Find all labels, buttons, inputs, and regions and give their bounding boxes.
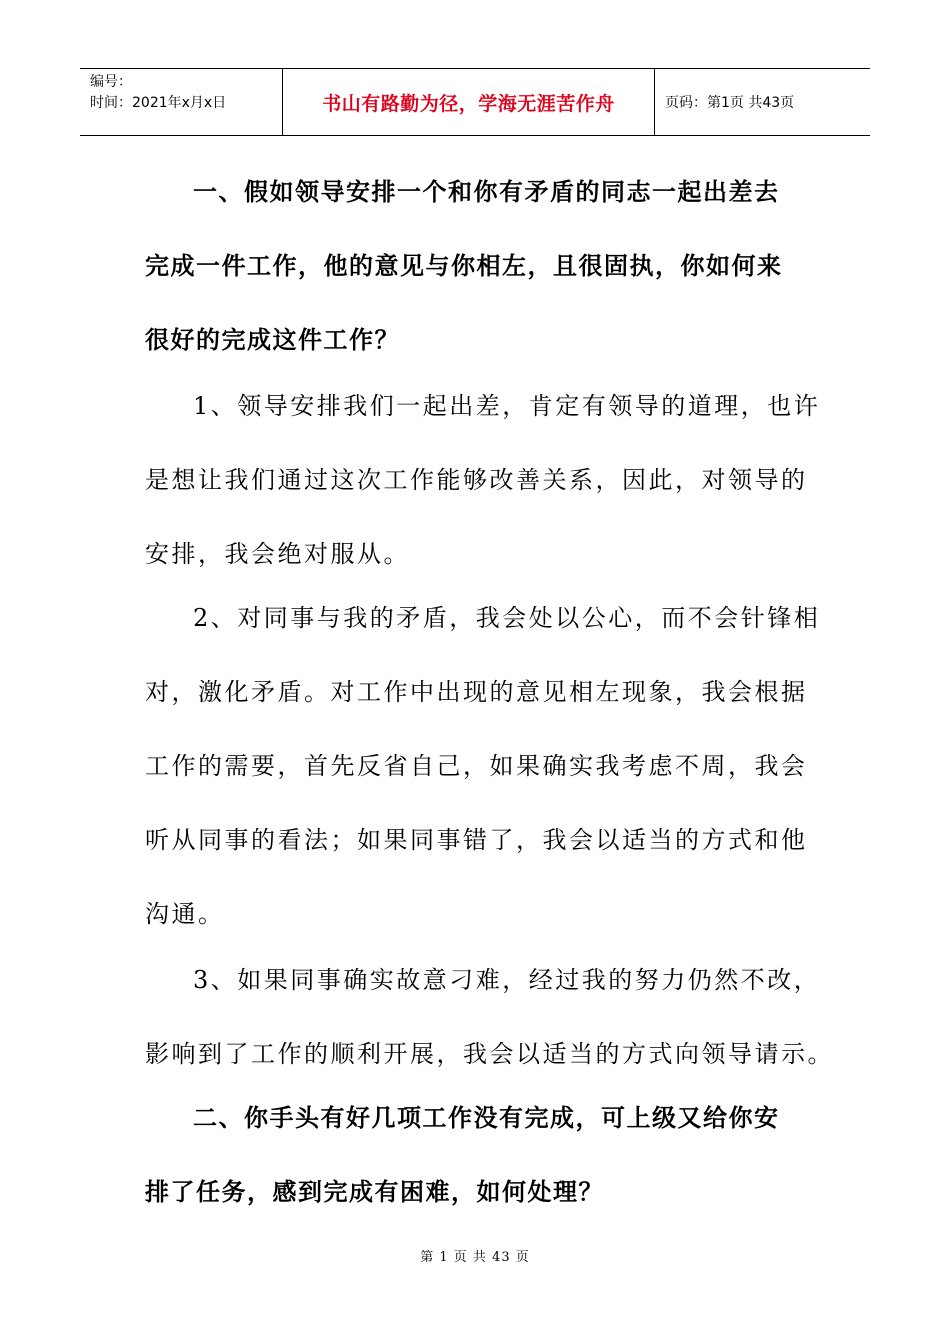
header-meta-cell	[80, 69, 283, 135]
answer-3-line-1: 3、如果同事确实故意刁难，经过我的努力仍然不改，	[193, 966, 821, 994]
header-motto: 书山有路勤为径，学海无涯苦作舟	[322, 92, 615, 115]
answer-2-line-5: 沟通。	[145, 900, 225, 928]
answer-2-line-1: 2、对同事与我的矛盾，我会处以公心，而不会针锋相	[193, 604, 821, 632]
document-number-label: 编号：	[90, 74, 132, 90]
answer-2-line-4: 听从同事的看法；如果同事错了，我会以适当的方式和他	[145, 826, 808, 854]
question-1-line-2: 完成一件工作，他的意见与你相左，且很固执，你如何来	[145, 252, 783, 280]
document-header	[80, 68, 870, 136]
header-page-cell	[655, 69, 870, 135]
answer-2-line-3: 工作的需要，首先反省自己，如果确实我考虑不周，我会	[145, 752, 808, 780]
answer-3-line-2: 影响到了工作的顺利开展，我会以适当的方式向领导请示。	[145, 1040, 834, 1068]
question-1-line-3: 很好的完成这件工作？	[145, 326, 400, 354]
header-motto-cell	[283, 69, 655, 135]
answer-1-line-1: 1、领导安排我们一起出差，肯定有领导的道理，也许	[193, 392, 821, 420]
document-time-label: 时间：2021年x月x日	[90, 95, 227, 111]
answer-2-line-2: 对，激化矛盾。对工作中出现的意见相左现象，我会根据	[145, 678, 808, 706]
page-footer: 第 1 页 共 43 页	[420, 1250, 530, 1265]
answer-1-line-3: 安排，我会绝对服从。	[145, 540, 410, 568]
question-2-line-2: 排了任务，感到完成有困难，如何处理？	[145, 1178, 604, 1206]
answer-1-line-2: 是想让我们通过这次工作能够改善关系，因此，对领导的	[145, 466, 808, 494]
question-1-line-1: 一、假如领导安排一个和你有矛盾的同志一起出差去	[193, 178, 780, 206]
header-page-info: 页码：第1页 共43页	[665, 95, 795, 111]
question-2-line-1: 二、你手头有好几项工作没有完成，可上级又给你安	[193, 1104, 780, 1132]
